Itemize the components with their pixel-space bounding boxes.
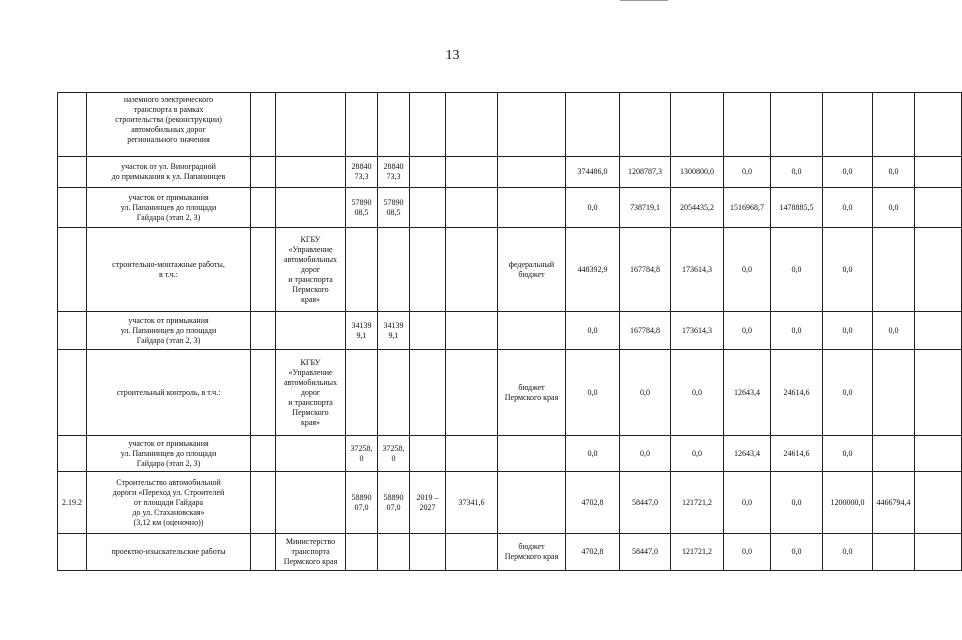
page-number: 13 [445, 48, 460, 63]
cell-period [410, 157, 446, 188]
cell-organization: Министерство транспорта Пермского края [276, 534, 346, 571]
cell-organization [276, 93, 346, 157]
cell-source [498, 188, 566, 228]
cell-organization [276, 157, 346, 188]
cell-name: строительный контроль, в т.ч.: [87, 350, 251, 436]
cell-number [58, 188, 87, 228]
cell-value-2020 [620, 93, 671, 157]
cell-cost-remaining [378, 350, 410, 436]
cell-value-2025 [873, 93, 915, 157]
cell-cost-remaining [378, 534, 410, 571]
cell-cost-remaining: 57890 08,5 [378, 188, 410, 228]
table-row [58, 350, 962, 436]
cell-value-2021: 2054435,2 [671, 188, 724, 228]
cell-value-2024: 0,0 [823, 228, 873, 312]
table-row [58, 534, 962, 571]
cell-cost-remaining [378, 228, 410, 312]
cell-value-2023: 1478885,5 [771, 188, 823, 228]
cell-value-2024: 0,0 [823, 436, 873, 472]
cell-cost-remaining: 34139 9,1 [378, 312, 410, 350]
cell-capacity [446, 436, 498, 472]
cell-number [58, 228, 87, 312]
cell-empty [915, 436, 962, 472]
cell-value-2021: 121721,2 [671, 534, 724, 571]
cell-value-2024: 0,0 [823, 157, 873, 188]
cell-number [58, 93, 87, 157]
cell-cost-total [346, 350, 378, 436]
cell-source [498, 157, 566, 188]
cell-value-2020: 0,0 [620, 436, 671, 472]
cell-empty [251, 534, 276, 571]
cell-value-2023: 24614,6 [771, 350, 823, 436]
cell-cost-total [346, 93, 378, 157]
cell-cost-remaining [378, 93, 410, 157]
table-row [58, 228, 962, 312]
table-row [58, 312, 962, 350]
cell-cost-total: 58890 07,0 [346, 472, 378, 534]
cell-name: строительно-монтажные работы, в т.ч.: [87, 228, 251, 312]
cell-value-2022: 0,0 [724, 312, 771, 350]
cell-organization [276, 436, 346, 472]
cell-value-2022: 12643,4 [724, 350, 771, 436]
cell-value-2020: 1208787,3 [620, 157, 671, 188]
cell-value-2025 [873, 436, 915, 472]
cell-value-2019: 374486,0 [566, 157, 620, 188]
cell-empty [251, 350, 276, 436]
cell-capacity [446, 350, 498, 436]
cell-empty [915, 188, 962, 228]
cell-value-2025 [873, 350, 915, 436]
cell-name: участок от ул. Виноградной до примыкания к ул. Папанинцев [87, 157, 251, 188]
cell-empty [251, 228, 276, 312]
cell-value-2021: 0,0 [671, 436, 724, 472]
cell-value-2024: 0,0 [823, 188, 873, 228]
cell-value-2022: 0,0 [724, 228, 771, 312]
cell-source [498, 436, 566, 472]
cell-capacity: 37341,6 [446, 472, 498, 534]
cell-capacity [446, 157, 498, 188]
cell-value-2020: 58447,0 [620, 534, 671, 571]
cell-value-2023: 0,0 [771, 472, 823, 534]
cell-number [58, 350, 87, 436]
cell-value-2022: 0,0 [724, 472, 771, 534]
cell-value-2019: 4702,8 [566, 472, 620, 534]
cell-value-2021: 1300800,0 [671, 157, 724, 188]
budget-table [57, 92, 962, 571]
cell-name: проектно-изыскательские работы [87, 534, 251, 571]
cell-capacity [446, 228, 498, 312]
cell-number: 2.19.2 [58, 472, 87, 534]
cell-cost-total: 28840 73,3 [346, 157, 378, 188]
cell-value-2022 [724, 93, 771, 157]
scan-mark [620, 0, 668, 1]
cell-empty [915, 350, 962, 436]
cell-value-2022: 12643,4 [724, 436, 771, 472]
cell-value-2020: 167784,8 [620, 312, 671, 350]
cell-value-2025: 4466794,4 [873, 472, 915, 534]
cell-name: Строительство автомобильной дороги «Переход ул. Строителей от площади Гайдара до ул. Стахановская» (3,12 км (оценочно)) [87, 472, 251, 534]
table-body [58, 93, 962, 571]
cell-value-2022: 1516968,7 [724, 188, 771, 228]
cell-capacity [446, 312, 498, 350]
cell-value-2020: 0,0 [620, 350, 671, 436]
cell-period: 2019 – 2027 [410, 472, 446, 534]
cell-organization: КГБУ «Управление автомобильных дорог и транспорта Пермского края» [276, 228, 346, 312]
cell-empty [915, 312, 962, 350]
cell-cost-total [346, 228, 378, 312]
cell-organization [276, 472, 346, 534]
cell-name: участок от примыкания ул. Папанинцев до площади Гайдара (этап 2, 3) [87, 436, 251, 472]
cell-name: участок от примыкания ул. Папанинцев до площади Гайдара (этап 2, 3) [87, 312, 251, 350]
cell-value-2023: 0,0 [771, 312, 823, 350]
cell-value-2019: 448392,9 [566, 228, 620, 312]
cell-empty [251, 312, 276, 350]
cell-period [410, 312, 446, 350]
cell-value-2019: 0,0 [566, 350, 620, 436]
cell-period [410, 93, 446, 157]
cell-empty [915, 157, 962, 188]
cell-empty [251, 472, 276, 534]
cell-source: бюджет Пермского края [498, 534, 566, 571]
cell-period [410, 534, 446, 571]
cell-organization [276, 312, 346, 350]
cell-period [410, 188, 446, 228]
cell-value-2019 [566, 93, 620, 157]
cell-cost-total: 37258, 0 [346, 436, 378, 472]
cell-value-2024: 0,0 [823, 534, 873, 571]
cell-number [58, 312, 87, 350]
cell-value-2022: 0,0 [724, 534, 771, 571]
cell-value-2020: 738719,1 [620, 188, 671, 228]
cell-value-2021: 173614,3 [671, 312, 724, 350]
cell-number [58, 436, 87, 472]
cell-value-2025: 0,0 [873, 312, 915, 350]
cell-organization: КГБУ «Управление автомобильных дорог и транспорта Пермского края» [276, 350, 346, 436]
cell-cost-remaining: 58890 07,0 [378, 472, 410, 534]
cell-cost-remaining: 28840 73,3 [378, 157, 410, 188]
cell-value-2020: 167784,8 [620, 228, 671, 312]
cell-organization [276, 188, 346, 228]
cell-value-2025 [873, 228, 915, 312]
cell-value-2020: 58447,0 [620, 472, 671, 534]
cell-value-2023: 0,0 [771, 228, 823, 312]
cell-value-2021: 173614,3 [671, 228, 724, 312]
cell-source [498, 312, 566, 350]
cell-name: наземного электрического транспорта в рамках строительства (реконструкции) автомобильных дорог регионального значения [87, 93, 251, 157]
cell-cost-remaining: 37258, 0 [378, 436, 410, 472]
cell-source [498, 93, 566, 157]
cell-empty [915, 228, 962, 312]
cell-value-2024 [823, 93, 873, 157]
cell-source [498, 472, 566, 534]
cell-number [58, 534, 87, 571]
table-row [58, 436, 962, 472]
cell-value-2022: 0,0 [724, 157, 771, 188]
cell-source: бюджет Пермского края [498, 350, 566, 436]
cell-period [410, 228, 446, 312]
cell-value-2024: 0,0 [823, 350, 873, 436]
cell-empty [251, 93, 276, 157]
cell-value-2021: 0,0 [671, 350, 724, 436]
cell-empty [915, 534, 962, 571]
cell-capacity [446, 93, 498, 157]
cell-value-2023: 0,0 [771, 534, 823, 571]
cell-empty [251, 157, 276, 188]
cell-period [410, 436, 446, 472]
cell-empty [915, 472, 962, 534]
cell-number [58, 157, 87, 188]
cell-value-2019: 0,0 [566, 436, 620, 472]
cell-source: федеральный бюджет [498, 228, 566, 312]
cell-value-2021: 121721,2 [671, 472, 724, 534]
cell-value-2023: 24614,6 [771, 436, 823, 472]
cell-value-2024: 0,0 [823, 312, 873, 350]
table-row [58, 157, 962, 188]
cell-empty [251, 188, 276, 228]
cell-value-2019: 0,0 [566, 188, 620, 228]
cell-value-2025: 0,0 [873, 188, 915, 228]
cell-empty [915, 93, 962, 157]
cell-name: участок от примыкания ул. Папанинцев до площади Гайдара (этап 2, 3) [87, 188, 251, 228]
cell-cost-total [346, 534, 378, 571]
cell-value-2019: 0,0 [566, 312, 620, 350]
table-row [58, 93, 962, 157]
cell-value-2024: 1200000,0 [823, 472, 873, 534]
cell-value-2023: 0,0 [771, 157, 823, 188]
cell-value-2021 [671, 93, 724, 157]
cell-capacity [446, 534, 498, 571]
cell-value-2019: 4702,8 [566, 534, 620, 571]
cell-cost-total: 34139 9,1 [346, 312, 378, 350]
cell-capacity [446, 188, 498, 228]
cell-value-2025 [873, 534, 915, 571]
cell-cost-total: 57890 08,5 [346, 188, 378, 228]
cell-value-2023 [771, 93, 823, 157]
cell-empty [251, 436, 276, 472]
table-row [58, 188, 962, 228]
cell-value-2025: 0,0 [873, 157, 915, 188]
cell-period [410, 350, 446, 436]
table-row [58, 472, 962, 534]
